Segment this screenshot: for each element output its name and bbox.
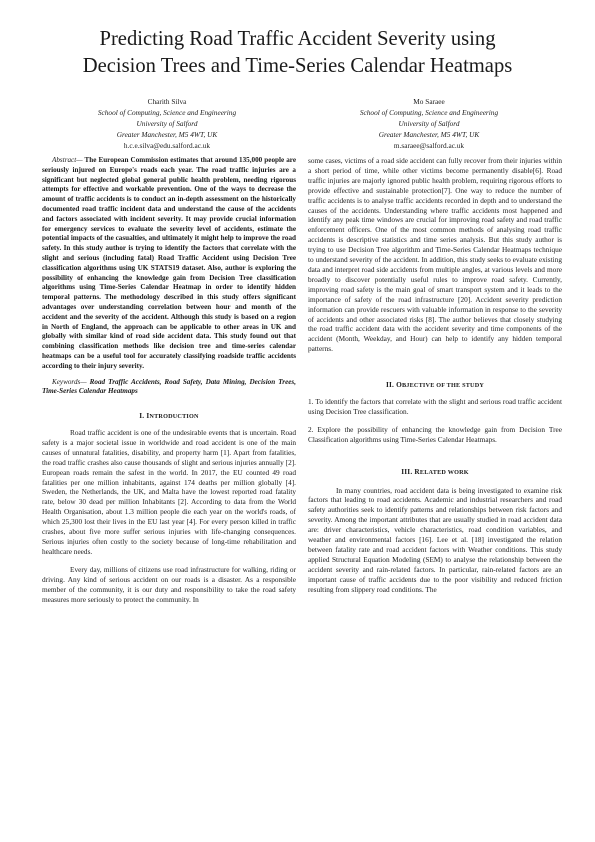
author-email[interactable]: h.c.e.silva@edu.salford.ac.uk xyxy=(123,141,211,150)
section-heading-objective: II. OBJECTIVE OF THE STUDY xyxy=(385,380,485,390)
keywords-body: Road Traffic Accidents, Road Safety, Data Mining, Decision Trees, Time-Series Calendar Heatmaps xyxy=(42,377,296,396)
author-name: Charith Silva xyxy=(147,97,187,106)
abstract-body: The European Commission estimates that around 135,000 people are seriously injured on Europe's roads each year. The road traffic injuries are a significant but neglected global general public health problem, needing rigorous attempts for effective and workable prevention. One of the ways to decrease the amount of traffic accidents is to conduct an in-depth assessment on the historically documented road traffic incident data and understand the cause of the accidents and factors associated with incident severity. It may provide crucial information for emergency services to evaluate the severity level of accidents, estimate the potential impacts of the casualties, and ultimately it might help to improve the road safety. In this study author is trying to identify the factors that correlate with the slight and serious (including fatal) Road Traffic Accident using Decision Tree classification algorithms using UK STATS19 dataset. Also, author is exploring the possibility of enhancing the knowledge gain from Decision Tree classification algorithms using Time-Series Calendar Heatmap in order to identify hidden temporal patterns. The methodology described in this study offers significant advantages over understanding correlation between hour and month of the accident and the severity of the accident. Although this study is based on a region in North of England, the approach can be applicable to other areas in UK and globally with similar kind of road side accident data. This study found out that combining classification methods like decision tree and time-series calendar heatmaps can be a useful tool for accurately classifying roadside traffic accidents according to their injury severity. xyxy=(42,156,296,370)
related-paragraph-1: In many countries, road accident data is being investigated to examine risk factors that leading to road accidents. Academic and industrial researchers and road safety authorities seek to identify patterns and relationships between risk factors and severity. Among the important attributes that are usually studied in road accident data are: driver characteristics, vehicle characteristics, road condition variables, and weather and environmental factors [16]. Lee et al. [18] investigated the relation between fatality rate and road accident factors with Weather conditions. This study applied Structural Equation Modeling (SEM) to analyse the relationship between the accident severity and rain-related factors. In particular, rain-related factors are an important cause of traffic accidents due to the poor visibility and reduced friction resulting from slippery road conditions. The xyxy=(308,485,562,594)
author-university: University of Salford xyxy=(398,119,460,128)
intro-paragraph-1: Road traffic accident is one of the undesirable events that is uncertain. Road safety is a major societal issue in worldwide and road accident is one of the main causes of unnatural fatalities, disability, and property harm [1]. Apart from fatalities, the road traffic crashes also cause thousands of slight and serious injuries annually [2]. European roads remain the safest in the world. In 2017, the EU counted 49 road fatalities per one million inhabitants, against 174 deaths per million globally [4]. Sweden, the Netherlands, the UK, and Malta have the lowest reported road fatality rate, below 30 dead per million Inhabitants [2]. According to data from the World Health Organisation, about 1.3 million people die each year on the world's roads, of which 25,300 lost their lives in the EU last year [4]. For every person killed in traffic crashes, about five more suffer serious injuries with life-changing consequences. Serious injuries often costly to the society because of long-time rehabilitation and healthcare needs. xyxy=(42,428,296,556)
author-name: Mo Saraee xyxy=(413,97,445,106)
author-city: Greater Manchester, M5 4WT, UK xyxy=(378,130,480,139)
objective-item-1: 1. To identify the factors that correlate with the slight and serious road traffic accident using Decision Tree classification. xyxy=(308,397,562,416)
title-line-1: Predicting Road Traffic Accident Severity using xyxy=(99,28,496,50)
keywords xyxy=(42,378,296,398)
author-dept: School of Computing, Science and Engineering xyxy=(359,108,499,117)
author-dept: School of Computing, Science and Engineering xyxy=(97,108,237,117)
intro-paragraph-3: some cases, victims of a road side accident can fully recover from their injuries within a short period of time, while other victims become permanently disable[6]. Road traffic injuries are majorly ignored public health problem, requiring rigorous efforts to provide effective and sustainable protection[7]. One way to reduce the number of traffic accidents is to analyse traffic accidents recorded in depth and to understand the causes of the accidents. Understanding where traffic accidents most happened and identify any peak time windows are crucial for improving road safety and road traffic enforcement officers. One of the most common methods of analysing road traffic accidents is descriptive statistics and time series analysis. But this study author is trying to use Decision Tree algorithm and Time-Series Calendar Heatmaps technique to understand severity of the accident. In addition, this study seeks to evaluate existing data and interpret road side accidents from multiple angles, at various levels and more broadly to discover potentially useful rules to improve road safety. Currently, improving road safety is the main goal of smart transport system and it leads to the importance of safety of the road infrastructure [20]. Accident severity prediction information can provide rescuers with valuable information in response to the severity of accidents and other associated risks [8]. The author believes that closely studying the road traffic accident data with the accident severity and time components of the accident (Month, Weekday, and Hour) can help to identify any hidden temporal patterns. xyxy=(308,156,562,354)
author-university: University of Salford xyxy=(136,119,198,128)
title-line-2: Decision Trees and Time-Series Calendar Heatmaps xyxy=(82,55,513,77)
left-column xyxy=(42,156,296,604)
keywords-lead: Keywords— xyxy=(52,377,87,386)
paper-title xyxy=(30,26,565,80)
objective-item-2: 2. Explore the possibility of enhancing the knowledge gain from Decision Tree Classification algorithms using Time-Series Calendar Heatmaps. xyxy=(308,424,562,444)
author-city: Greater Manchester, M5 4WT, UK xyxy=(116,130,218,139)
author-email[interactable]: m.saraee@salford.ac.uk xyxy=(393,141,465,150)
intro-paragraph-2: Every day, millions of citizens use road infrastructure for walking, riding or driving. Any kind of serious accident on our roads is a disaster. As a responsible member of the community, it is our duty and responsibility to take the road safety measures more seriously to protect the community. In xyxy=(42,564,296,604)
abstract-lead: Abstract— xyxy=(52,156,83,164)
section-heading-introduction: I. INTRODUCTION xyxy=(139,411,199,421)
abstract xyxy=(42,156,296,372)
author-block-1 xyxy=(42,96,292,151)
right-column xyxy=(308,156,562,595)
section-heading-related-work: III. RELATED WORK xyxy=(401,466,469,476)
author-block-2 xyxy=(304,96,554,151)
